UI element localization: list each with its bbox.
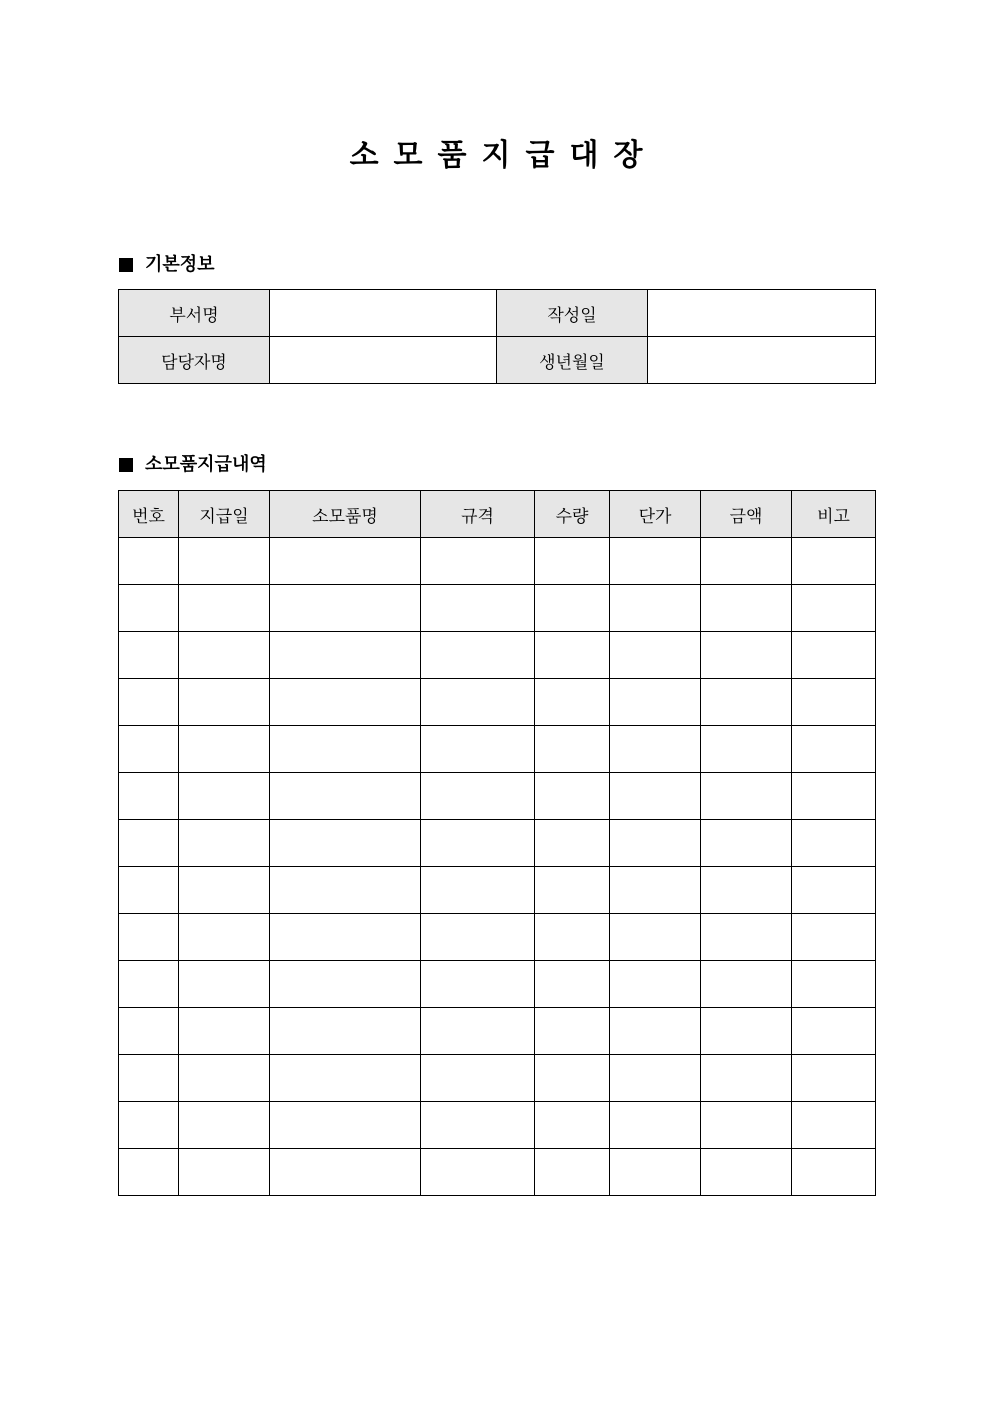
- table-cell[interactable]: [119, 585, 179, 632]
- table-cell[interactable]: [792, 1149, 876, 1196]
- table-cell[interactable]: [701, 538, 792, 585]
- table-cell[interactable]: [701, 585, 792, 632]
- table-cell[interactable]: [701, 867, 792, 914]
- table-row: [119, 1149, 876, 1196]
- table-cell[interactable]: [119, 1008, 179, 1055]
- department-field[interactable]: [270, 290, 497, 337]
- birth-date-label: 생년월일: [497, 337, 648, 384]
- table-cell[interactable]: [792, 961, 876, 1008]
- table-cell[interactable]: [701, 1055, 792, 1102]
- table-cell[interactable]: [792, 867, 876, 914]
- column-header-remarks: 비고: [792, 491, 876, 538]
- table-cell[interactable]: [610, 585, 701, 632]
- table-cell[interactable]: [535, 914, 610, 961]
- table-cell[interactable]: [535, 867, 610, 914]
- table-cell[interactable]: [119, 773, 179, 820]
- table-cell[interactable]: [610, 867, 701, 914]
- table-cell[interactable]: [701, 961, 792, 1008]
- column-header-item-name: 소모품명: [270, 491, 421, 538]
- table-cell[interactable]: [701, 1008, 792, 1055]
- table-cell[interactable]: [421, 773, 535, 820]
- table-cell[interactable]: [421, 961, 535, 1008]
- table-cell[interactable]: [535, 585, 610, 632]
- table-cell[interactable]: [270, 632, 421, 679]
- table-cell[interactable]: [535, 726, 610, 773]
- table-cell[interactable]: [179, 726, 270, 773]
- table-cell[interactable]: [119, 961, 179, 1008]
- table-cell[interactable]: [270, 1102, 421, 1149]
- basic-info-heading: [119, 252, 215, 278]
- table-cell[interactable]: [535, 820, 610, 867]
- table-cell[interactable]: [701, 914, 792, 961]
- table-cell[interactable]: [179, 538, 270, 585]
- manager-name-field[interactable]: [270, 337, 497, 384]
- basic-info-table: [118, 289, 876, 384]
- table-row: [119, 538, 876, 585]
- table-cell[interactable]: [610, 1055, 701, 1102]
- table-cell[interactable]: [179, 961, 270, 1008]
- table-cell[interactable]: [610, 726, 701, 773]
- column-header-amount: 금액: [701, 491, 792, 538]
- table-cell[interactable]: [610, 538, 701, 585]
- table-cell[interactable]: [421, 632, 535, 679]
- table-cell[interactable]: [421, 585, 535, 632]
- table-cell[interactable]: [421, 1102, 535, 1149]
- table-cell[interactable]: [701, 679, 792, 726]
- table-cell[interactable]: [119, 1055, 179, 1102]
- table-cell[interactable]: [610, 914, 701, 961]
- manager-name-label: 담당자명: [119, 337, 270, 384]
- table-cell[interactable]: [535, 1008, 610, 1055]
- table-cell[interactable]: [792, 1008, 876, 1055]
- table-cell[interactable]: [179, 867, 270, 914]
- table-cell[interactable]: [792, 726, 876, 773]
- table-cell[interactable]: [270, 679, 421, 726]
- supply-list-heading-text: 소모품지급내역: [145, 454, 267, 475]
- table-cell[interactable]: [270, 1008, 421, 1055]
- table-cell[interactable]: [701, 632, 792, 679]
- table-row: [119, 1102, 876, 1149]
- table-cell[interactable]: [270, 867, 421, 914]
- table-cell[interactable]: [701, 1149, 792, 1196]
- table-cell[interactable]: [179, 820, 270, 867]
- table-cell[interactable]: [179, 1102, 270, 1149]
- table-cell[interactable]: [270, 1055, 421, 1102]
- table-cell[interactable]: [701, 1102, 792, 1149]
- table-cell[interactable]: [610, 1102, 701, 1149]
- column-header-quantity: 수량: [535, 491, 610, 538]
- basic-info-row: [119, 290, 876, 337]
- column-header-unit-price: 단가: [610, 491, 701, 538]
- table-cell[interactable]: [179, 679, 270, 726]
- table-cell[interactable]: [610, 1008, 701, 1055]
- table-cell[interactable]: [421, 1055, 535, 1102]
- table-cell[interactable]: [610, 773, 701, 820]
- supply-header-row: [119, 491, 876, 538]
- table-cell[interactable]: [179, 914, 270, 961]
- column-header-date: 지급일: [179, 491, 270, 538]
- table-cell[interactable]: [119, 726, 179, 773]
- table-cell[interactable]: [270, 585, 421, 632]
- table-row: [119, 1008, 876, 1055]
- table-cell[interactable]: [179, 1008, 270, 1055]
- supply-list-heading: [119, 452, 267, 478]
- birth-date-field[interactable]: [648, 337, 876, 384]
- basic-info-heading-text: 기본정보: [145, 254, 215, 275]
- table-cell[interactable]: [535, 1149, 610, 1196]
- table-cell[interactable]: [270, 1149, 421, 1196]
- table-row: [119, 726, 876, 773]
- square-bullet-icon: [119, 258, 133, 272]
- column-header-number: 번호: [119, 491, 179, 538]
- table-cell[interactable]: [535, 1102, 610, 1149]
- table-row: [119, 773, 876, 820]
- table-cell[interactable]: [119, 914, 179, 961]
- table-cell[interactable]: [421, 726, 535, 773]
- table-cell[interactable]: [421, 867, 535, 914]
- table-cell[interactable]: [535, 679, 610, 726]
- table-cell[interactable]: [421, 1008, 535, 1055]
- table-cell[interactable]: [270, 961, 421, 1008]
- table-cell[interactable]: [792, 1102, 876, 1149]
- department-label: 부서명: [119, 290, 270, 337]
- table-cell[interactable]: [119, 1102, 179, 1149]
- created-date-field[interactable]: [648, 290, 876, 337]
- table-cell[interactable]: [535, 773, 610, 820]
- table-cell[interactable]: [119, 632, 179, 679]
- table-cell[interactable]: [792, 820, 876, 867]
- table-row: [119, 679, 876, 726]
- table-row: [119, 632, 876, 679]
- table-cell[interactable]: [792, 914, 876, 961]
- table-row: [119, 914, 876, 961]
- table-cell[interactable]: [610, 961, 701, 1008]
- table-cell[interactable]: [179, 1149, 270, 1196]
- table-cell[interactable]: [610, 820, 701, 867]
- supply-table-body: [119, 538, 876, 1196]
- table-cell[interactable]: [421, 1149, 535, 1196]
- table-cell[interactable]: [119, 679, 179, 726]
- table-cell[interactable]: [792, 679, 876, 726]
- table-cell[interactable]: [421, 914, 535, 961]
- table-cell[interactable]: [119, 820, 179, 867]
- table-row: [119, 820, 876, 867]
- table-cell[interactable]: [179, 1055, 270, 1102]
- table-cell[interactable]: [701, 726, 792, 773]
- table-cell[interactable]: [270, 914, 421, 961]
- table-cell[interactable]: [270, 726, 421, 773]
- table-row: [119, 1055, 876, 1102]
- created-date-label: 작성일: [497, 290, 648, 337]
- table-cell[interactable]: [535, 1055, 610, 1102]
- table-cell[interactable]: [270, 538, 421, 585]
- table-row: [119, 867, 876, 914]
- table-cell[interactable]: [610, 632, 701, 679]
- table-cell[interactable]: [270, 773, 421, 820]
- table-row: [119, 961, 876, 1008]
- table-cell[interactable]: [535, 632, 610, 679]
- table-cell[interactable]: [119, 867, 179, 914]
- table-cell[interactable]: [792, 1055, 876, 1102]
- table-cell[interactable]: [535, 538, 610, 585]
- table-cell[interactable]: [270, 820, 421, 867]
- table-cell[interactable]: [421, 538, 535, 585]
- supply-list-table: [118, 490, 876, 1196]
- table-cell[interactable]: [701, 773, 792, 820]
- table-cell[interactable]: [792, 538, 876, 585]
- table-cell[interactable]: [535, 961, 610, 1008]
- table-cell[interactable]: [701, 820, 792, 867]
- table-cell[interactable]: [421, 679, 535, 726]
- table-cell[interactable]: [792, 585, 876, 632]
- column-header-spec: 규격: [421, 491, 535, 538]
- table-cell[interactable]: [610, 679, 701, 726]
- table-cell[interactable]: [792, 773, 876, 820]
- basic-info-row: [119, 337, 876, 384]
- table-cell[interactable]: [421, 820, 535, 867]
- table-row: [119, 585, 876, 632]
- table-cell[interactable]: [119, 1149, 179, 1196]
- table-cell[interactable]: [610, 1149, 701, 1196]
- table-cell[interactable]: [119, 538, 179, 585]
- table-cell[interactable]: [179, 632, 270, 679]
- table-cell[interactable]: [792, 632, 876, 679]
- table-cell[interactable]: [179, 585, 270, 632]
- table-cell[interactable]: [179, 773, 270, 820]
- square-bullet-icon: [119, 458, 133, 472]
- page-title: 소모품지급대장: [349, 138, 658, 173]
